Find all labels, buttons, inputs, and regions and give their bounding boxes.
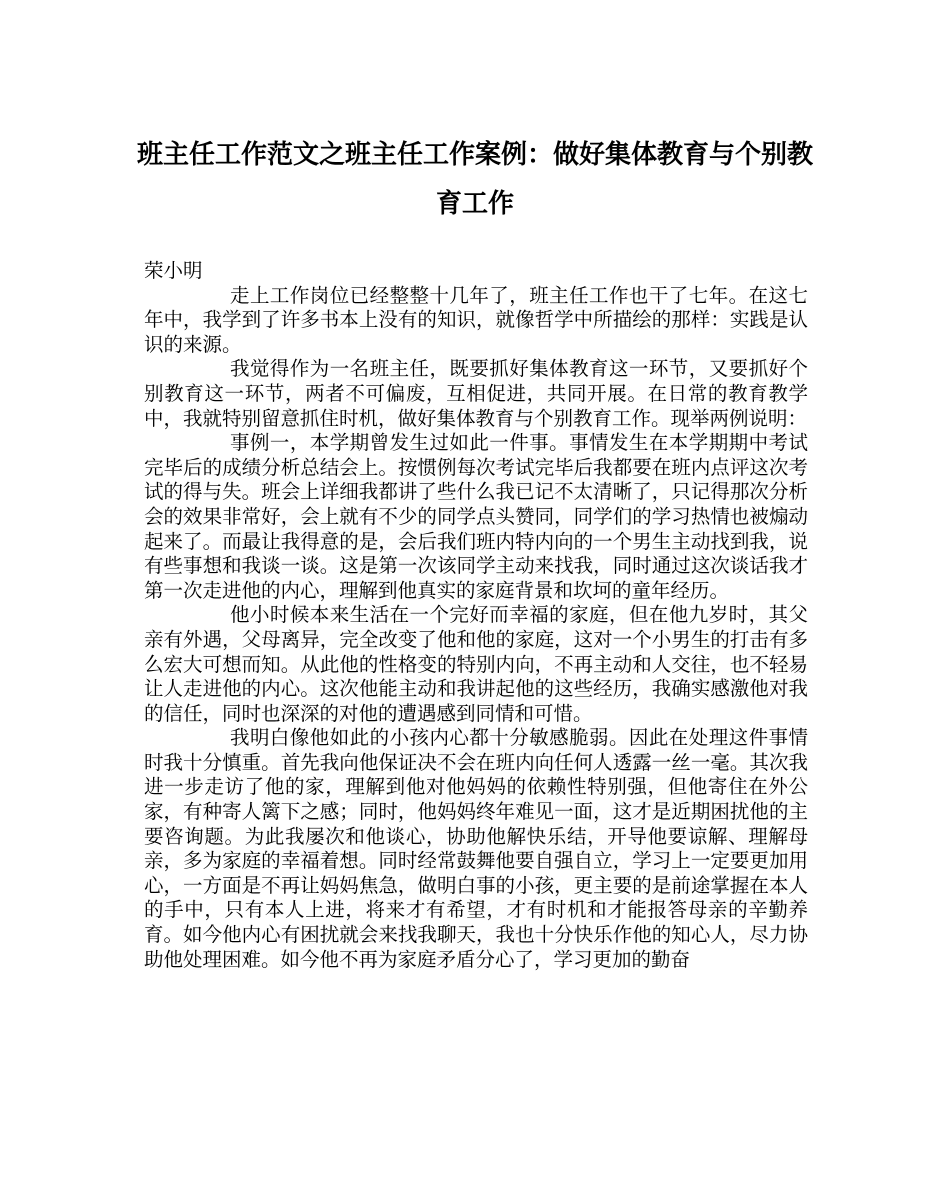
document-title: 班主任工作范文之班主任工作案例：做好集体教育与个别教育工作 xyxy=(136,140,813,219)
paragraph-4: 他小时候本来生活在一个完好而幸福的家庭，但在他九岁时，其父亲有外遇，父母离异，完全改变了他和他的家庭，这对一个小男生的打击有多么宏大可想而知。从此他的性格变的特别内向，不再主动和人交往，也不轻易让人走进他的内心。这次他能主动和我讲起他的这些经历，我确实感激他对我的信任，同时也深深的对他的遭遇感到同情和可惜。 xyxy=(144,603,808,725)
paragraph-2: 我觉得作为一名班主任，既要抓好集体教育这一环节，又要抓好个别教育这一环节，两者不可偏废，互相促进，共同开展。在日常的教育教学中，我就特别留意抓住时机，做好集体教育与个别教育工作。现举两例说明： xyxy=(144,357,808,430)
paragraph-5: 我明白像他如此的小孩内心都十分敏感脆弱。因此在处理这件事情时我十分慎重。首先我向他保证决不会在班内向任何人透露一丝一毫。其次我进一步走访了他的家，理解到他对他妈妈的依赖性特别强，但他寄住在外公家，有种寄人篱下之感；同时，他妈妈终年难见一面，这才是近期困扰他的主要咨询题。为此我屡次和他谈心，协助他解快乐结，开导他要谅解、理解母亲，多为家庭的幸福着想。同时经常鼓舞他要自强自立，学习上一定要更加用心，一方面是不再让妈妈焦急，做明白事的小孩，更主要的是前途掌握在本人的手中，只有本人上进，将来才有希望，才有时机和才能报答母亲的辛勤养育。如今他内心有困扰就会来找我聊天，我也十分快乐作他的知心人，尽力协助他处理困难。如今他不再为家庭矛盾分心了，学习更加的勤奋 xyxy=(144,726,808,971)
document-body xyxy=(144,259,808,972)
author-name: 荣小明 xyxy=(144,259,203,282)
paragraph-1: 走上工作岗位已经整整十几年了，班主任工作也干了七年。在这七年中，我学到了许多书本上没有的知识，就像哲学中所描绘的那样：实践是认识的来源。 xyxy=(144,283,808,356)
paragraph-3: 事例一，本学期曾发生过如此一件事。事情发生在本学期期中考试完毕后的成绩分析总结会上。按惯例每次考试完毕后我都要在班内点评这次考试的得与失。班会上详细我都讲了些什么我已记不太清晰了，只记得那次分析会的效果非常好，会上就有不少的同学点头赞同，同学们的学习热情也被煽动起来了。而最让我得意的是，会后我们班内特内向的一个男生主动找到我，说有些事想和我谈一谈。这是第一次该同学主动来找我，同时通过这次谈话我才第一次走进他的内心，理解到他真实的家庭背景和坎坷的童年经历。 xyxy=(144,431,808,602)
